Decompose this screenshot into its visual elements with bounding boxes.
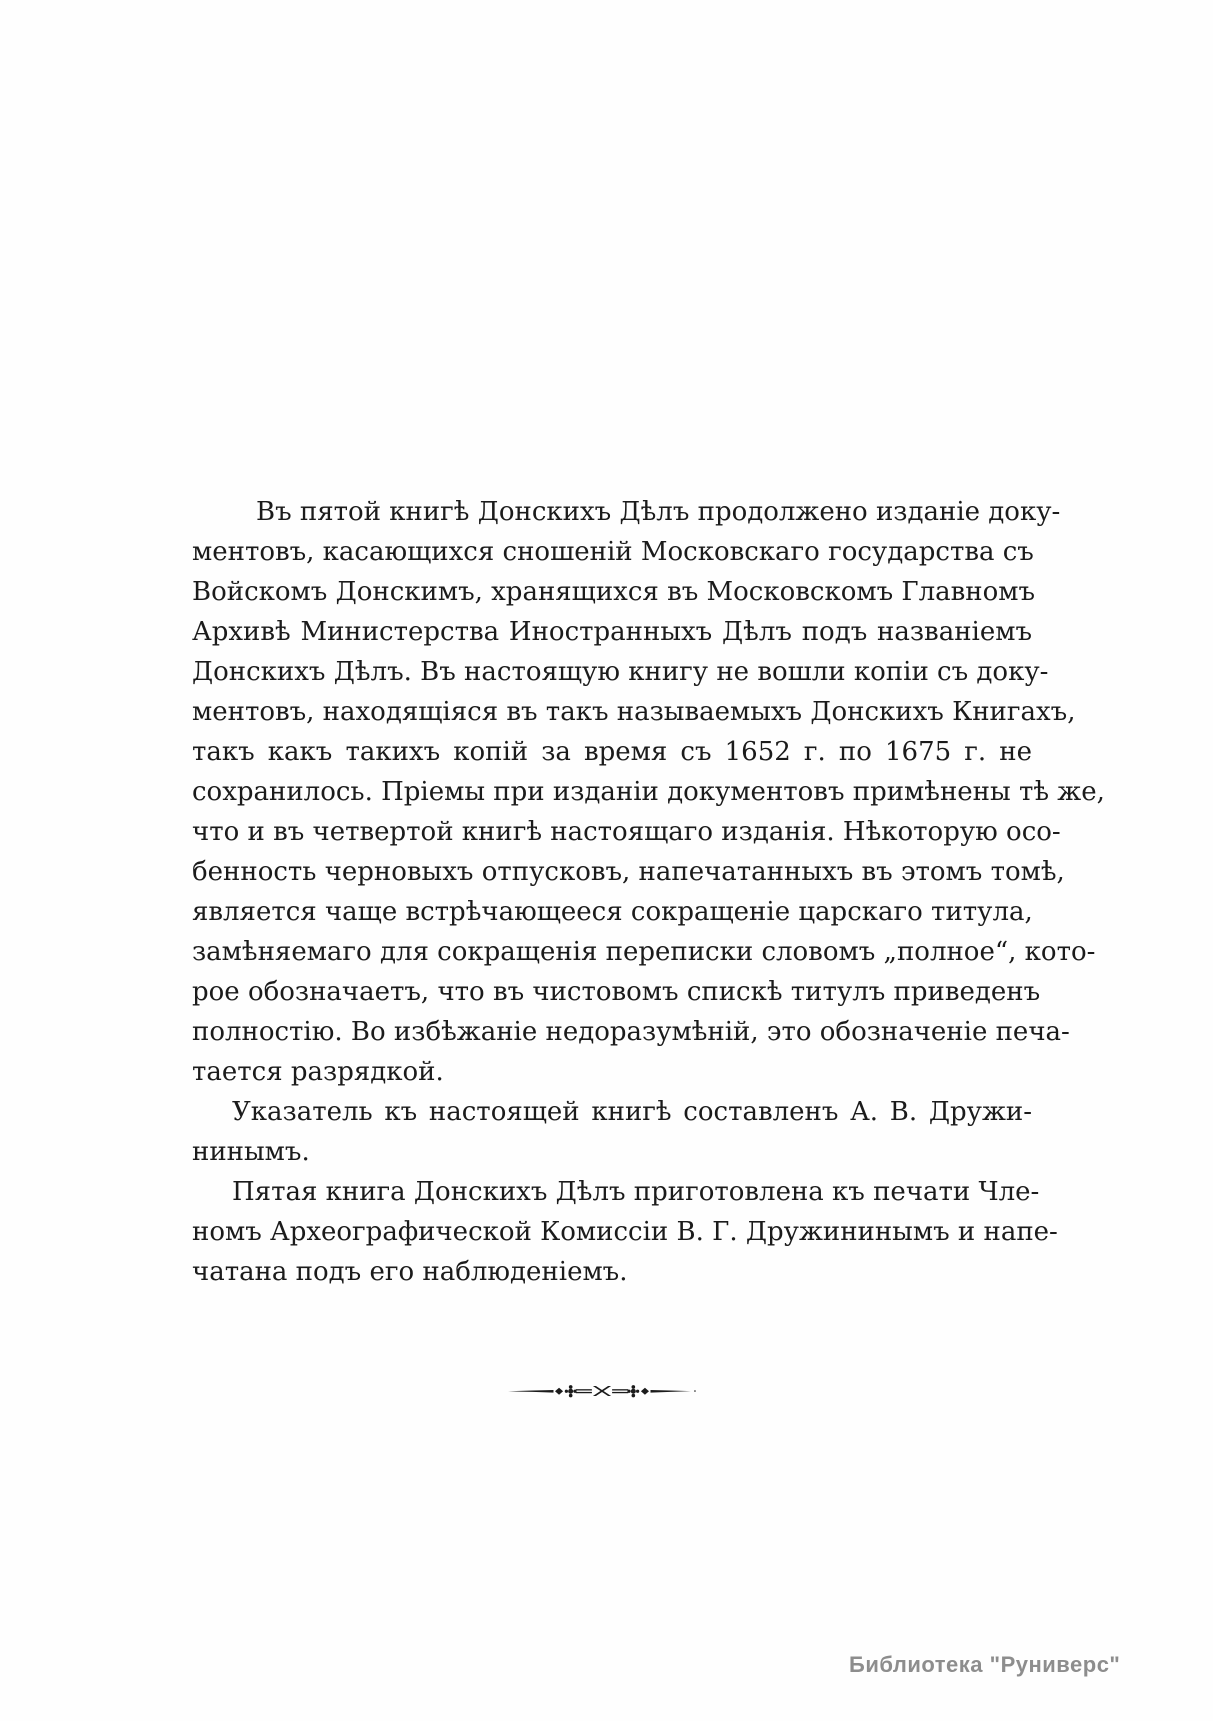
text-line: Въ пятой книгѣ Донскихъ Дѣлъ продолжено изданіе доку- bbox=[256, 497, 1061, 527]
text-line: чатана подъ его наблюденіемъ. bbox=[192, 1257, 628, 1287]
divider-ornament-icon bbox=[506, 1383, 698, 1399]
text-line: полностію. Во избѣжаніе недоразумѣній, это обозначеніе печа- bbox=[192, 1017, 1070, 1047]
text-line: замѣняемаго для сокращенія переписки словомъ „полное“, кото- bbox=[192, 937, 1096, 967]
text-line: такъ какъ такихъ копій за время съ 1652 г. по 1675 г. не bbox=[192, 737, 1032, 767]
text-line: рое обозначаетъ, что въ чистовомъ спискѣ титулъ приведенъ bbox=[192, 977, 1041, 1007]
text-line: Донскихъ Дѣлъ. Въ настоящую книгу не вошли копіи съ доку- bbox=[192, 657, 1049, 687]
text-line: Архивѣ Министерства Иностранныхъ Дѣлъ подъ названіемъ bbox=[192, 617, 1032, 647]
text-line: что и въ четвертой книгѣ настоящаго изданія. Нѣкоторую осо- bbox=[192, 817, 1061, 847]
text-line: тается разрядкой. bbox=[192, 1057, 444, 1087]
text-line: ментовъ, находящіяся въ такъ называемыхъ Донскихъ Книгахъ, bbox=[192, 697, 1076, 727]
text-line: бенность черновыхъ отпусковъ, напечатанныхъ въ этомъ томѣ, bbox=[192, 857, 1065, 887]
text-line: является чаще встрѣчающееся сокращеніе царскаго титула, bbox=[192, 897, 1033, 927]
text-line: нинымъ. bbox=[192, 1137, 310, 1167]
text-line: номъ Археографической Комиссіи В. Г. Дружининымъ и напе- bbox=[192, 1217, 1058, 1247]
text-line: сохранилось. Пріемы при изданіи документовъ примѣнены тѣ же, bbox=[192, 777, 1105, 807]
text-line: Войскомъ Донскимъ, хранящихся въ Московскомъ Главномъ bbox=[192, 577, 1036, 607]
text-line: Пятая книга Донскихъ Дѣлъ приготовлена къ печати Чле- bbox=[232, 1177, 1040, 1207]
text-line: ментовъ, касающихся сношеній Московскаго государства съ bbox=[192, 537, 1034, 567]
text-line: Указатель къ настоящей книгѣ составленъ А. В. Дружи- bbox=[232, 1097, 1032, 1127]
body-text bbox=[192, 492, 1105, 1292]
watermark: Библиотека "Руниверс" bbox=[849, 1652, 1121, 1677]
